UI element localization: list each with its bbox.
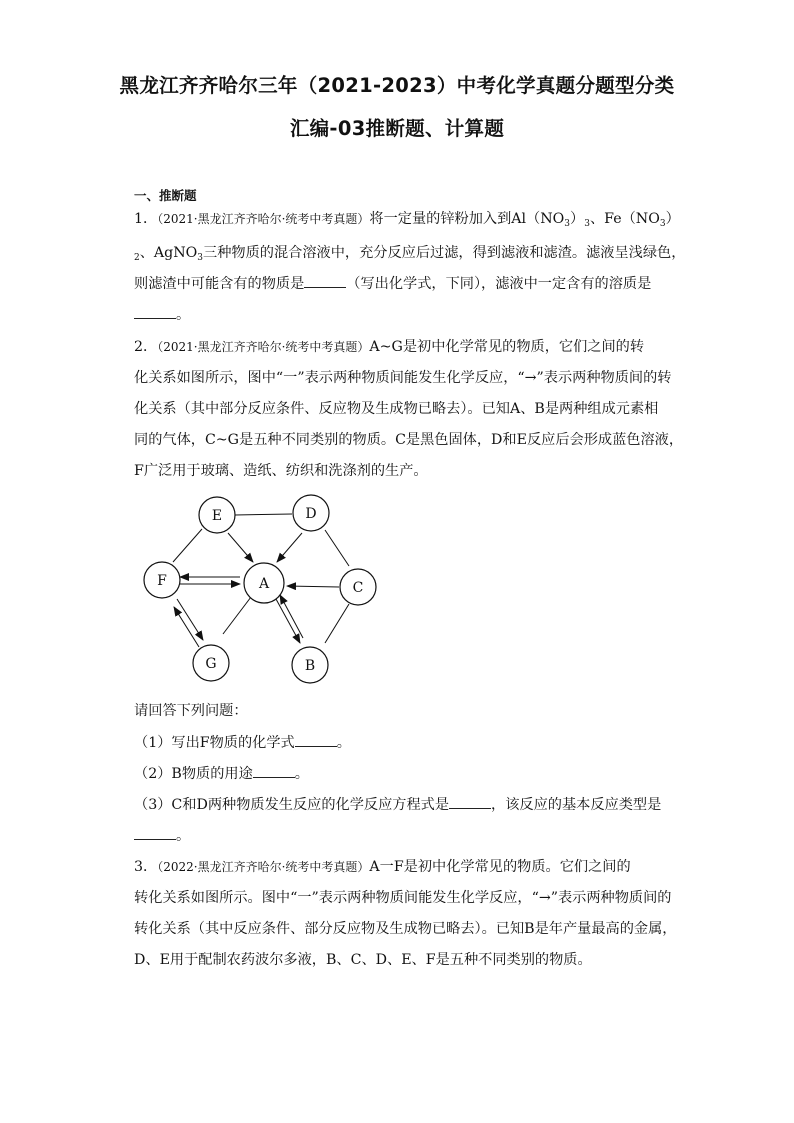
q2-line-5: F广泛用于玻璃、造纸、纺织和洗涤剂的生产。 bbox=[134, 463, 428, 479]
q1-source: （2021·黑龙江齐齐哈尔·统考中考真题） bbox=[157, 212, 370, 226]
q2-answer-blank-1[interactable] bbox=[295, 734, 337, 747]
node-D-label: D bbox=[305, 506, 317, 522]
q2-line-3: 化关系（其中部分反应条件、反应物及生成物已略去）。已知A、B是两种组成元素相 bbox=[134, 401, 659, 417]
transformation-diagram bbox=[140, 490, 390, 690]
edge-A-to-B bbox=[276, 599, 300, 643]
q1-line-2: $_2$、AgNO$_3$三种物质的混合溶液中，充分反应后过滤，得到滤液和滤渣。滤液呈浅绿色， bbox=[134, 245, 686, 263]
q1-answer-blank-2[interactable] bbox=[134, 306, 176, 319]
q1-line-1: 1．（2021·黑龙江齐齐哈尔·统考中考真题）将一定量的锌粉加入到$Al(NO_3)_3$、$Fe(NO_3)$ bbox=[134, 211, 680, 229]
edge-C-B bbox=[325, 604, 349, 643]
q2-prompt: 请回答下列问题： bbox=[134, 703, 248, 719]
q2-answer-blank-3[interactable] bbox=[449, 796, 491, 809]
q2-subquestion-3-cont: 。 bbox=[134, 826, 190, 846]
q2-answer-blank-2[interactable] bbox=[253, 765, 295, 778]
section-heading: 一、推断题 bbox=[134, 188, 197, 203]
node-C-label: C bbox=[352, 580, 364, 596]
edge-D-C bbox=[325, 530, 349, 566]
q2-source: （2021·黑龙江齐齐哈尔·统考中考真题） bbox=[157, 340, 370, 354]
q2-number: 2． bbox=[134, 339, 158, 355]
edge-B-to-A bbox=[280, 595, 303, 638]
node-A-label: A bbox=[258, 576, 270, 592]
q2-answer-blank-4[interactable] bbox=[134, 827, 176, 840]
edge-E-D bbox=[235, 514, 292, 515]
node-E-label: E bbox=[211, 508, 223, 524]
node-F-label: F bbox=[157, 573, 167, 589]
q1-line-3: 则滤渣中可能含有的物质是 （写出化学式，下同），滤液中一定含有的溶质是 bbox=[134, 276, 652, 292]
edge-C-to-A bbox=[287, 586, 339, 587]
edge-A-G bbox=[223, 597, 251, 634]
q2-line-4: 同的气体，C~G是五种不同类别的物质。C是黑色固体，D和E反应后会形成蓝色溶液， bbox=[134, 432, 684, 448]
q3-number: 3． bbox=[134, 859, 158, 875]
q1-line-4: 。 bbox=[134, 305, 190, 325]
q1-answer-blank-1[interactable] bbox=[304, 275, 346, 288]
q2-subquestion-3: （3）C和D两种物质发生反应的化学反应方程式是 ，该反应的基本反应类型是 bbox=[134, 797, 662, 813]
edge-F-to-G bbox=[177, 599, 203, 640]
q2-line-2: 化关系如图所示，图中“一”表示两种物质间能发生化学反应，“→”表示两种物质间的转 bbox=[134, 370, 672, 386]
q3-line-3: 转化关系（其中反应条件、部分反应物及生成物已略去）。已知B是年产量最高的金属， bbox=[134, 921, 677, 937]
q3-line-1: 3．（2022·黑龙江齐齐哈尔·统考中考真题）A一F是初中化学常见的物质。它们之间的 bbox=[134, 859, 631, 875]
q3-line-4: D、E用于配制农药波尔多液，B、C、D、E、F是五种不同类别的物质。 bbox=[134, 952, 592, 968]
node-B-label: B bbox=[304, 658, 316, 674]
document-title-line-2: 汇编-03推断题、计算题 bbox=[289, 117, 505, 140]
document-title-line-1: 黑龙江齐齐哈尔三年（2021-2023）中考化学真题分题型分类 bbox=[119, 74, 675, 97]
q2-subquestion-1: （1）写出F物质的化学式 。 bbox=[134, 735, 351, 751]
q2-subquestion-2: （2）B物质的用途 。 bbox=[134, 766, 309, 782]
node-G-label: G bbox=[205, 656, 217, 672]
q3-line-2: 转化关系如图所示。图中“一”表示两种物质间能发生化学反应，“→”表示两种物质间的 bbox=[134, 890, 672, 906]
edge-E-F bbox=[173, 529, 202, 562]
edge-E-to-A bbox=[228, 533, 253, 562]
q1-number: 1． bbox=[134, 211, 158, 227]
edge-D-to-A bbox=[277, 533, 302, 562]
q2-line-1: 2．（2021·黑龙江齐齐哈尔·统考中考真题）A~G是初中化学常见的物质，它们之间的转 bbox=[134, 339, 645, 355]
q3-source: （2022·黑龙江齐齐哈尔·统考中考真题） bbox=[157, 860, 370, 874]
